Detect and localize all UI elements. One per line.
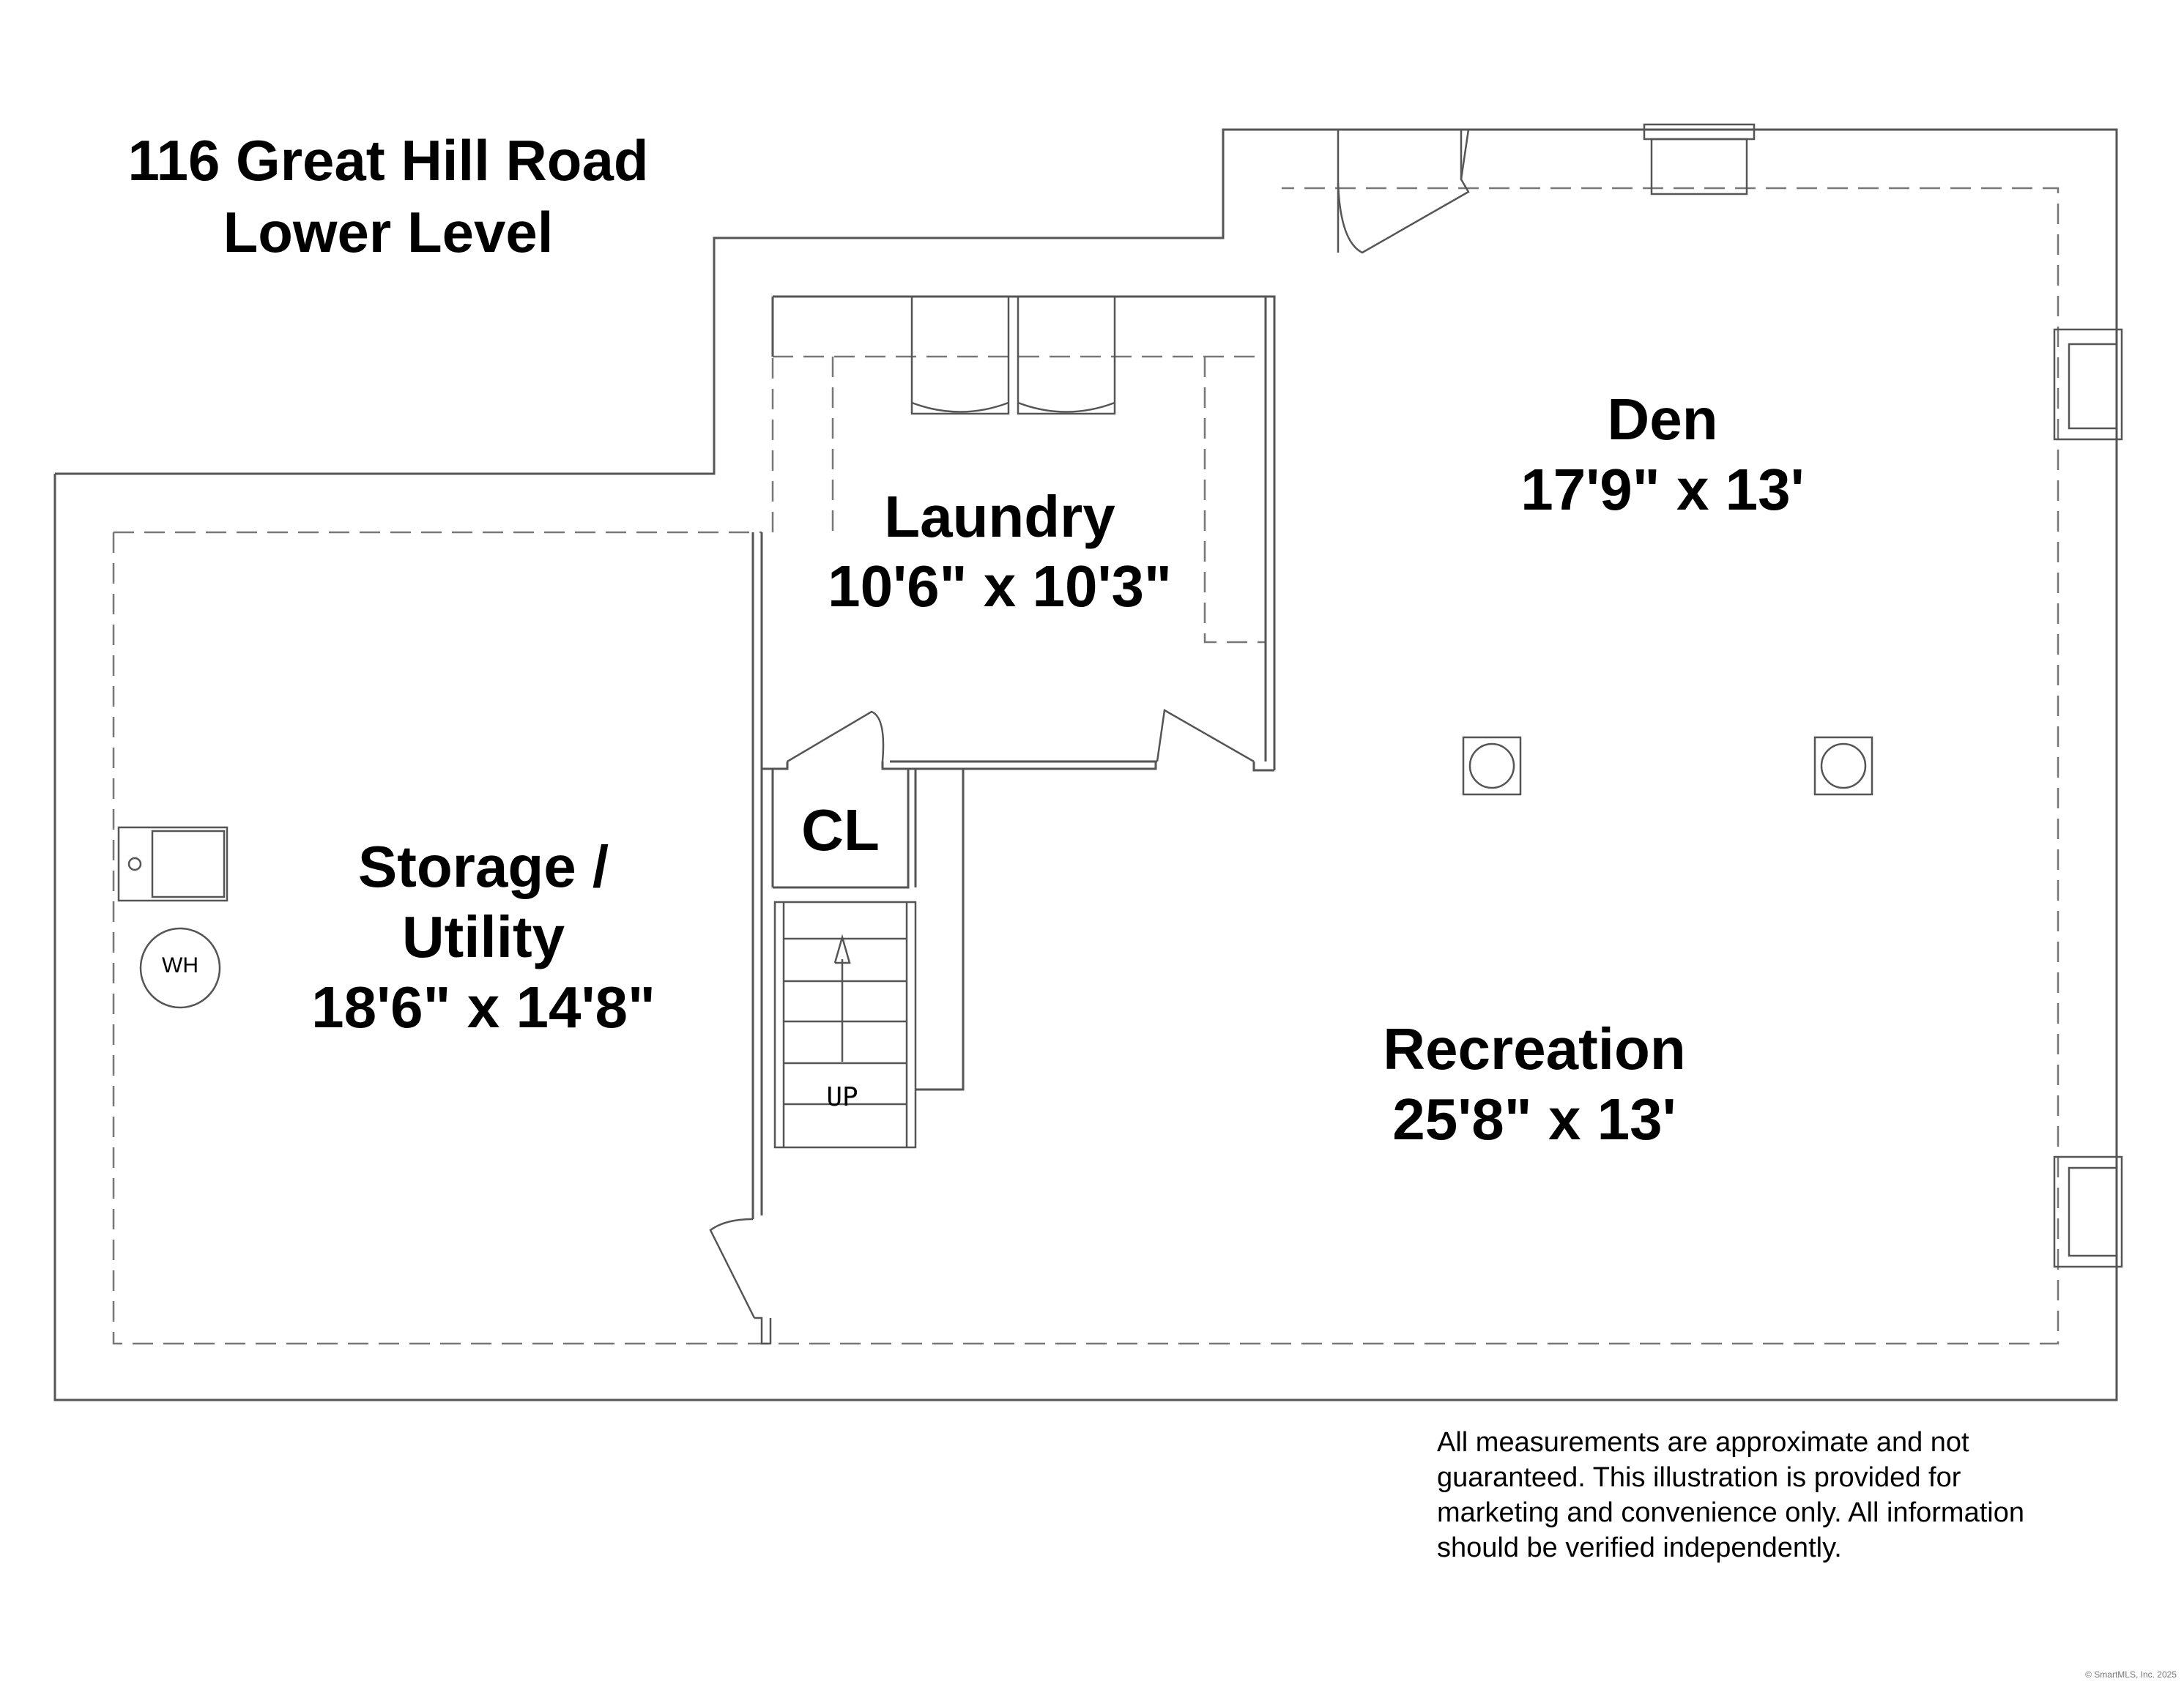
address-title: 116 Great Hill Road <box>127 128 649 193</box>
den-dimensions: 17'9" x 13' <box>1520 457 1805 522</box>
stairs-up-label: UP <box>826 1082 858 1112</box>
utility-sink <box>119 827 227 901</box>
storage-name: Storage / <box>357 834 609 899</box>
water-heater-label: WH <box>162 953 198 977</box>
laundry-doors <box>787 710 1254 761</box>
disclaimer <box>1437 1425 2133 1565</box>
storage-door <box>710 1219 770 1344</box>
storage-dimensions: 18'6" x 14'8" <box>311 975 655 1040</box>
recreation-dimensions: 25'8" x 13' <box>1392 1087 1676 1152</box>
room-label-laundry <box>798 482 1201 621</box>
disclaimer-line: All measurements are approximate and not <box>1437 1427 1969 1458</box>
laundry-name: Laundry <box>884 484 1115 549</box>
plan-title <box>66 124 710 268</box>
support-posts <box>1463 737 1872 794</box>
den-door <box>1338 130 1468 253</box>
recreation-name: Recreation <box>1383 1016 1686 1081</box>
room-label-storage <box>278 832 688 1043</box>
disclaimer-line: marketing and convenience only. All information <box>1437 1497 2024 1528</box>
disclaimer-line: guaranteed. This illustration is provided for <box>1437 1462 1961 1493</box>
laundry-walls <box>753 297 1274 1219</box>
exterior-walls <box>55 130 2117 1400</box>
closet-name: CL <box>801 797 880 863</box>
dashed-room-outline <box>114 188 2058 1344</box>
den-name: Den <box>1607 387 1718 452</box>
laundry-dimensions: 10'6" x 10'3" <box>828 554 1172 619</box>
washer-dryer <box>912 297 1115 414</box>
room-label-closet <box>776 795 905 865</box>
storage-name-line2: Utility <box>401 904 565 969</box>
level-title: Lower Level <box>223 200 554 264</box>
room-label-den <box>1487 384 1838 525</box>
room-label-recreation <box>1340 1014 1728 1155</box>
disclaimer-line: should be verified independently. <box>1437 1533 1842 1563</box>
copyright: © SmartMLS, Inc. 2025 <box>2085 1669 2177 1680</box>
